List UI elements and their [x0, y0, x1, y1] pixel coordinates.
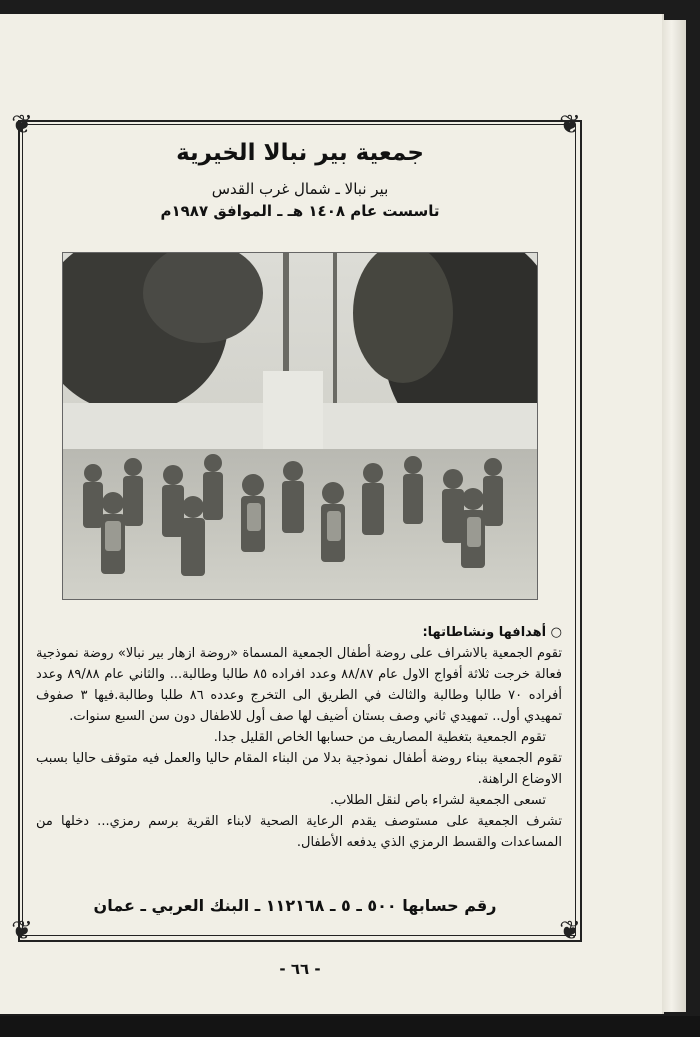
paragraph-expenses: تقوم الجمعية بتغطية المصاريف من حسابها الخاص القليل جدا. [213, 730, 546, 745]
page-edge [662, 20, 686, 1012]
paragraph-kindergarten: تقوم الجمعية بالاشراف على روضة أطفال الجمعية المسماة «روضة ازهار بير نبالا» روضة نموذجية فعالة خرجت ثلاثة أفواج الاول عام ٨٨/٨٧ وعدد افراده ٨٥ طالبا وطالبة... والثاني عام ٨٩/٨٨ وعدد أفراده ٧٠ طالبا وطالبة والثالث في الطريق الى التخرج وعدده ٨٦ طلبا وطالبة.فيها ٣ صفوف تمهيدي أول.. تمهيدي ثاني وصف بستان أضيف لها صف أول للاطفال دون سن السبع سنوات. [36, 646, 563, 724]
location-line: بير نبالا ـ شمال غرب القدس [211, 180, 389, 198]
page-number: - ٦٦ - [279, 960, 321, 978]
corner-ornament-icon: ❦ [11, 110, 33, 140]
corner-ornament-icon: ❦ [559, 916, 581, 946]
section-heading: ○ أهدافها ونشاطاتها: [422, 625, 562, 640]
bank-account-line: رقم حسابها ٥٠٠ ـ ٥ ـ ١١٢١٦٨ ـ البنك العربي ـ عمان [93, 896, 497, 915]
organization-title: جمعية بير نبالا الخيرية [176, 140, 424, 166]
corner-ornament-icon: ❦ [559, 110, 581, 140]
article-body [36, 622, 562, 853]
paragraph-clinic: تشرف الجمعية على مستوصف يقدم الرعاية الصحية لابناء القرية برسم رمزي... دخلها من المساعدات والقسط الرمزي الذي يدفعه الأطفال. [36, 814, 562, 850]
founded-line: تاسست عام ١٤٠٨ هـ ـ الموافق ١٩٨٧م [160, 202, 440, 220]
book-binding [0, 1016, 700, 1037]
paragraph-bus: تسعى الجمعية لشراء باص لنقل الطلاب. [329, 793, 546, 808]
kindergarten-photo [62, 252, 538, 600]
corner-ornament-icon: ❦ [11, 916, 33, 946]
paragraph-construction: تقوم الجمعية ببناء روضة أطفال نموذجية بدلا من البناء المقام حاليا والعمل فيه متوقف حاليا بسبب الاوضاع الراهنة. [36, 751, 562, 787]
